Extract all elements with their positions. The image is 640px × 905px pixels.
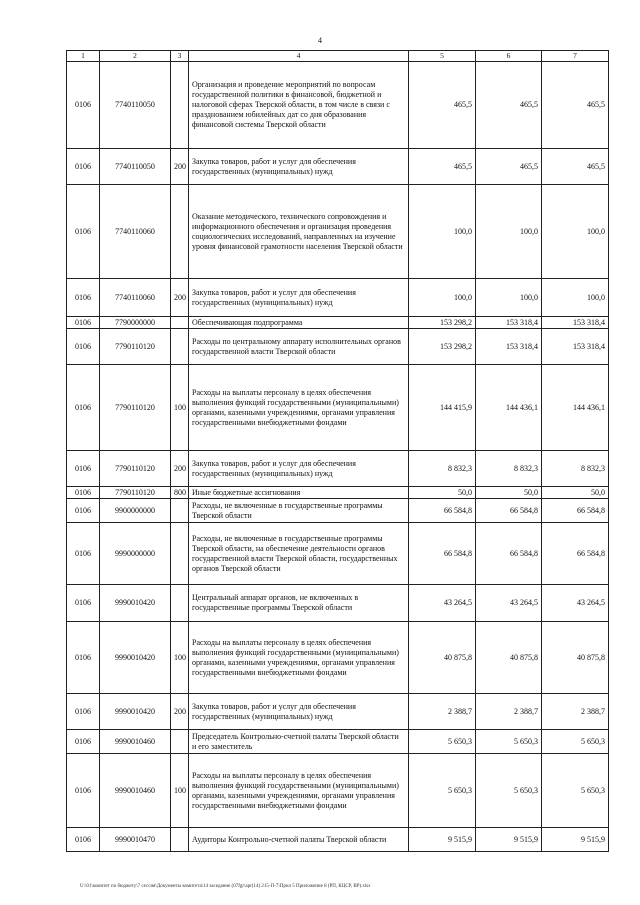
amount-col5-cell: 5 650,3 [409, 730, 476, 754]
table-row [67, 622, 609, 694]
expense-type-cell [171, 317, 189, 329]
target-article-cell: 7790110120 [100, 451, 171, 487]
target-article-cell: 9990010420 [100, 694, 171, 730]
amount-col6-cell: 50,0 [476, 487, 542, 499]
table-row [67, 62, 609, 149]
amount-col5-cell: 9 515,9 [409, 828, 476, 852]
col-header-4: 4 [189, 51, 409, 62]
item-name-cell: Иные бюджетные ассигнования [189, 487, 409, 499]
target-article-cell: 7740110060 [100, 279, 171, 317]
item-name-cell: Расходы, не включенные в государственные программы Тверской области, на обеспечение деятельности органов государственной власти Тверской области, государственных органов Тверской области [189, 523, 409, 585]
amount-col7-cell: 8 832,3 [542, 451, 609, 487]
section-code-cell: 0106 [67, 754, 100, 828]
section-code-cell: 0106 [67, 585, 100, 622]
section-code-cell: 0106 [67, 279, 100, 317]
amount-col5-cell: 153 298,2 [409, 329, 476, 365]
table-row [67, 185, 609, 279]
target-article-cell: 9990010470 [100, 828, 171, 852]
target-article-cell: 9990010460 [100, 730, 171, 754]
amount-col5-cell: 144 415,9 [409, 365, 476, 451]
amount-col6-cell: 465,5 [476, 62, 542, 149]
expense-type-cell: 100 [171, 622, 189, 694]
expense-type-cell [171, 585, 189, 622]
table-row [67, 730, 609, 754]
amount-col5-cell: 66 584,8 [409, 523, 476, 585]
item-name-cell: Организация и проведение мероприятий по вопросам государственной политики в финансовой, бюджетной и налоговой сферах Тверской области, в том числе в связи с празднованием юбилейных дат со дня образования финансовой системы Тверской области [189, 62, 409, 149]
table-row [67, 329, 609, 365]
expense-type-cell [171, 185, 189, 279]
amount-col5-cell: 8 832,3 [409, 451, 476, 487]
amount-col6-cell: 100,0 [476, 185, 542, 279]
col-header-2: 2 [100, 51, 171, 62]
amount-col6-cell: 144 436,1 [476, 365, 542, 451]
section-code-cell: 0106 [67, 149, 100, 185]
amount-col5-cell: 5 650,3 [409, 754, 476, 828]
table-row [67, 828, 609, 852]
amount-col6-cell: 9 515,9 [476, 828, 542, 852]
target-article-cell: 9990000000 [100, 523, 171, 585]
amount-col5-cell: 43 264,5 [409, 585, 476, 622]
amount-col7-cell: 100,0 [542, 185, 609, 279]
amount-col5-cell: 66 584,8 [409, 499, 476, 523]
item-name-cell: Закупка товаров, работ и услуг для обеспечения государственных (муниципальных) нужд [189, 279, 409, 317]
amount-col7-cell: 2 388,7 [542, 694, 609, 730]
amount-col7-cell: 153 318,4 [542, 317, 609, 329]
amount-col5-cell: 50,0 [409, 487, 476, 499]
item-name-cell: Аудиторы Контрольно-счетной палаты Тверской области [189, 828, 409, 852]
target-article-cell: 7790000000 [100, 317, 171, 329]
amount-col5-cell: 2 388,7 [409, 694, 476, 730]
amount-col6-cell: 66 584,8 [476, 499, 542, 523]
amount-col6-cell: 5 650,3 [476, 754, 542, 828]
table-row [67, 523, 609, 585]
amount-col7-cell: 5 650,3 [542, 730, 609, 754]
expense-type-cell [171, 62, 189, 149]
expense-type-cell [171, 329, 189, 365]
section-code-cell: 0106 [67, 730, 100, 754]
section-code-cell: 0106 [67, 329, 100, 365]
section-code-cell: 0106 [67, 185, 100, 279]
table-row [67, 487, 609, 499]
table-row [67, 317, 609, 329]
amount-col6-cell: 5 650,3 [476, 730, 542, 754]
expense-type-cell: 200 [171, 451, 189, 487]
amount-col5-cell: 465,5 [409, 149, 476, 185]
page-number: 4 [318, 36, 322, 45]
amount-col6-cell: 40 875,8 [476, 622, 542, 694]
section-code-cell: 0106 [67, 499, 100, 523]
expense-type-cell [171, 499, 189, 523]
target-article-cell: 7740110050 [100, 62, 171, 149]
expense-type-cell: 800 [171, 487, 189, 499]
amount-col7-cell: 5 650,3 [542, 754, 609, 828]
target-article-cell: 9990010420 [100, 622, 171, 694]
table-row [67, 279, 609, 317]
header-row [67, 51, 609, 62]
item-name-cell: Центральный аппарат органов, не включенных в государственные программы Тверской области [189, 585, 409, 622]
amount-col6-cell: 100,0 [476, 279, 542, 317]
expense-type-cell [171, 828, 189, 852]
amount-col5-cell: 100,0 [409, 279, 476, 317]
amount-col6-cell: 8 832,3 [476, 451, 542, 487]
amount-col7-cell: 465,5 [542, 149, 609, 185]
section-code-cell: 0106 [67, 523, 100, 585]
target-article-cell: 9990010420 [100, 585, 171, 622]
target-article-cell: 9900000000 [100, 499, 171, 523]
section-code-cell: 0106 [67, 487, 100, 499]
item-name-cell: Расходы на выплаты персоналу в целях обеспечения выполнения функций государственными (муниципальными) органами, казенными учреждениями, органами управления государственными внебюджетными фондами [189, 365, 409, 451]
section-code-cell: 0106 [67, 365, 100, 451]
amount-col6-cell: 43 264,5 [476, 585, 542, 622]
amount-col7-cell: 100,0 [542, 279, 609, 317]
table-row [67, 754, 609, 828]
item-name-cell: Оказание методического, технического сопровождения и информационного обеспечения и организация проведения социологических исследований, направленных на изучение уровня финансовой грамотности населения Тверской области [189, 185, 409, 279]
col-header-5: 5 [409, 51, 476, 62]
amount-col7-cell: 9 515,9 [542, 828, 609, 852]
amount-col6-cell: 66 584,8 [476, 523, 542, 585]
table-row [67, 694, 609, 730]
item-name-cell: Расходы, не включенные в государственные программы Тверской области [189, 499, 409, 523]
amount-col7-cell: 66 584,8 [542, 523, 609, 585]
amount-col5-cell: 465,5 [409, 62, 476, 149]
section-code-cell: 0106 [67, 828, 100, 852]
file-path-footer: U:\01\комитет по бюджету\7 сессия\Документы комитета\14 заседание (07fgr\apr(14) 215-П-7\Прил 5 Приложение 8 (РП, КЦСР, ВР).xlsx [80, 884, 371, 889]
target-article-cell: 7790110120 [100, 365, 171, 451]
target-article-cell: 9990010460 [100, 754, 171, 828]
table-row [67, 499, 609, 523]
amount-col7-cell: 66 584,8 [542, 499, 609, 523]
table-row [67, 365, 609, 451]
expense-type-cell: 200 [171, 149, 189, 185]
item-name-cell: Закупка товаров, работ и услуг для обеспечения государственных (муниципальных) нужд [189, 451, 409, 487]
amount-col7-cell: 153 318,4 [542, 329, 609, 365]
budget-table [66, 50, 609, 852]
amount-col7-cell: 50,0 [542, 487, 609, 499]
amount-col7-cell: 40 875,8 [542, 622, 609, 694]
amount-col7-cell: 465,5 [542, 62, 609, 149]
expense-type-cell: 100 [171, 365, 189, 451]
amount-col5-cell: 100,0 [409, 185, 476, 279]
expense-type-cell: 200 [171, 694, 189, 730]
section-code-cell: 0106 [67, 451, 100, 487]
amount-col6-cell: 153 318,4 [476, 329, 542, 365]
target-article-cell: 7790110120 [100, 329, 171, 365]
section-code-cell: 0106 [67, 62, 100, 149]
item-name-cell: Закупка товаров, работ и услуг для обеспечения государственных (муниципальных) нужд [189, 694, 409, 730]
expense-type-cell: 100 [171, 754, 189, 828]
item-name-cell: Обеспечивающая подпрограмма [189, 317, 409, 329]
table-row [67, 149, 609, 185]
col-header-6: 6 [476, 51, 542, 62]
target-article-cell: 7740110060 [100, 185, 171, 279]
table-row [67, 585, 609, 622]
section-code-cell: 0106 [67, 622, 100, 694]
item-name-cell: Расходы на выплаты персоналу в целях обеспечения выполнения функций государственными (муниципальными) органами, казенными учреждениями, органами управления государственными внебюджетными фондами [189, 622, 409, 694]
amount-col5-cell: 153 298,2 [409, 317, 476, 329]
section-code-cell: 0106 [67, 694, 100, 730]
section-code-cell: 0106 [67, 317, 100, 329]
item-name-cell: Закупка товаров, работ и услуг для обеспечения государственных (муниципальных) нужд [189, 149, 409, 185]
amount-col6-cell: 465,5 [476, 149, 542, 185]
amount-col5-cell: 40 875,8 [409, 622, 476, 694]
amount-col6-cell: 153 318,4 [476, 317, 542, 329]
item-name-cell: Расходы по центральному аппарату исполнительных органов государственной власти Тверской области [189, 329, 409, 365]
item-name-cell: Председатель Контрольно-счетной палаты Тверской области и его заместитель [189, 730, 409, 754]
expense-type-cell [171, 523, 189, 585]
target-article-cell: 7740110050 [100, 149, 171, 185]
table-row [67, 451, 609, 487]
item-name-cell: Расходы на выплаты персоналу в целях обеспечения выполнения функций государственными (муниципальными) органами, казенными учреждениями, органами управления государственными внебюджетными фондами [189, 754, 409, 828]
target-article-cell: 7790110120 [100, 487, 171, 499]
amount-col6-cell: 2 388,7 [476, 694, 542, 730]
col-header-7: 7 [542, 51, 609, 62]
col-header-3: 3 [171, 51, 189, 62]
col-header-1: 1 [67, 51, 100, 62]
expense-type-cell [171, 730, 189, 754]
amount-col7-cell: 144 436,1 [542, 365, 609, 451]
amount-col7-cell: 43 264,5 [542, 585, 609, 622]
expense-type-cell: 200 [171, 279, 189, 317]
